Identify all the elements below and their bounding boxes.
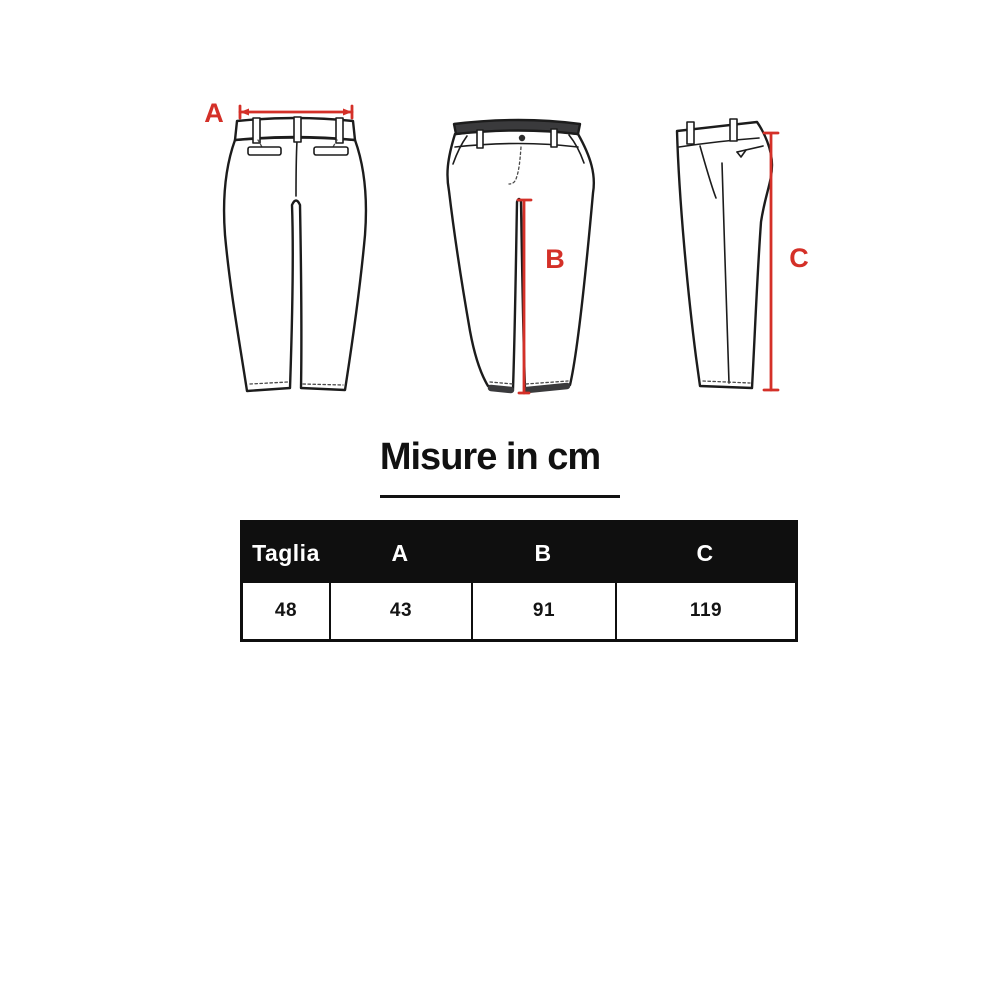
pants-back-body [224,138,366,392]
belt-loop [551,129,557,147]
belt-loop [336,118,343,143]
title-underline [380,495,620,498]
size-table-row [243,583,795,639]
belt-loop [253,118,260,143]
measure-label-c: C [789,243,809,273]
pants-side-view-figure [660,105,820,405]
belt-loop [730,119,737,141]
pants-front-body [447,130,593,389]
measure-label-a: A [204,98,224,128]
pants-front-view-figure [430,105,610,405]
waist-button [519,135,525,141]
belt-loop [294,117,301,142]
size-table-cell-b: 91 [471,583,615,639]
hem-dark [491,388,511,390]
back-pocket [314,147,348,155]
pants-back-view-figure [200,95,370,405]
size-table-cell-a: 43 [329,583,471,639]
size-table-cell-c: 119 [615,583,795,639]
size-table-header-c: C [696,539,714,566]
size-table-header-taglia: Taglia [252,539,320,566]
back-pocket [248,147,281,155]
page-title: Misure in cm [379,436,601,478]
belt-loop [687,122,694,144]
measure-label-b: B [545,244,565,274]
size-table-header-row [243,523,795,583]
size-table-header-a: A [391,539,409,566]
size-table-cell-taglia: 48 [274,600,298,621]
size-table-header-b: B [534,539,552,566]
belt-loop [477,130,483,148]
measure-arrow-a [240,106,352,118]
hem-dark [527,386,567,390]
size-table [240,520,798,642]
